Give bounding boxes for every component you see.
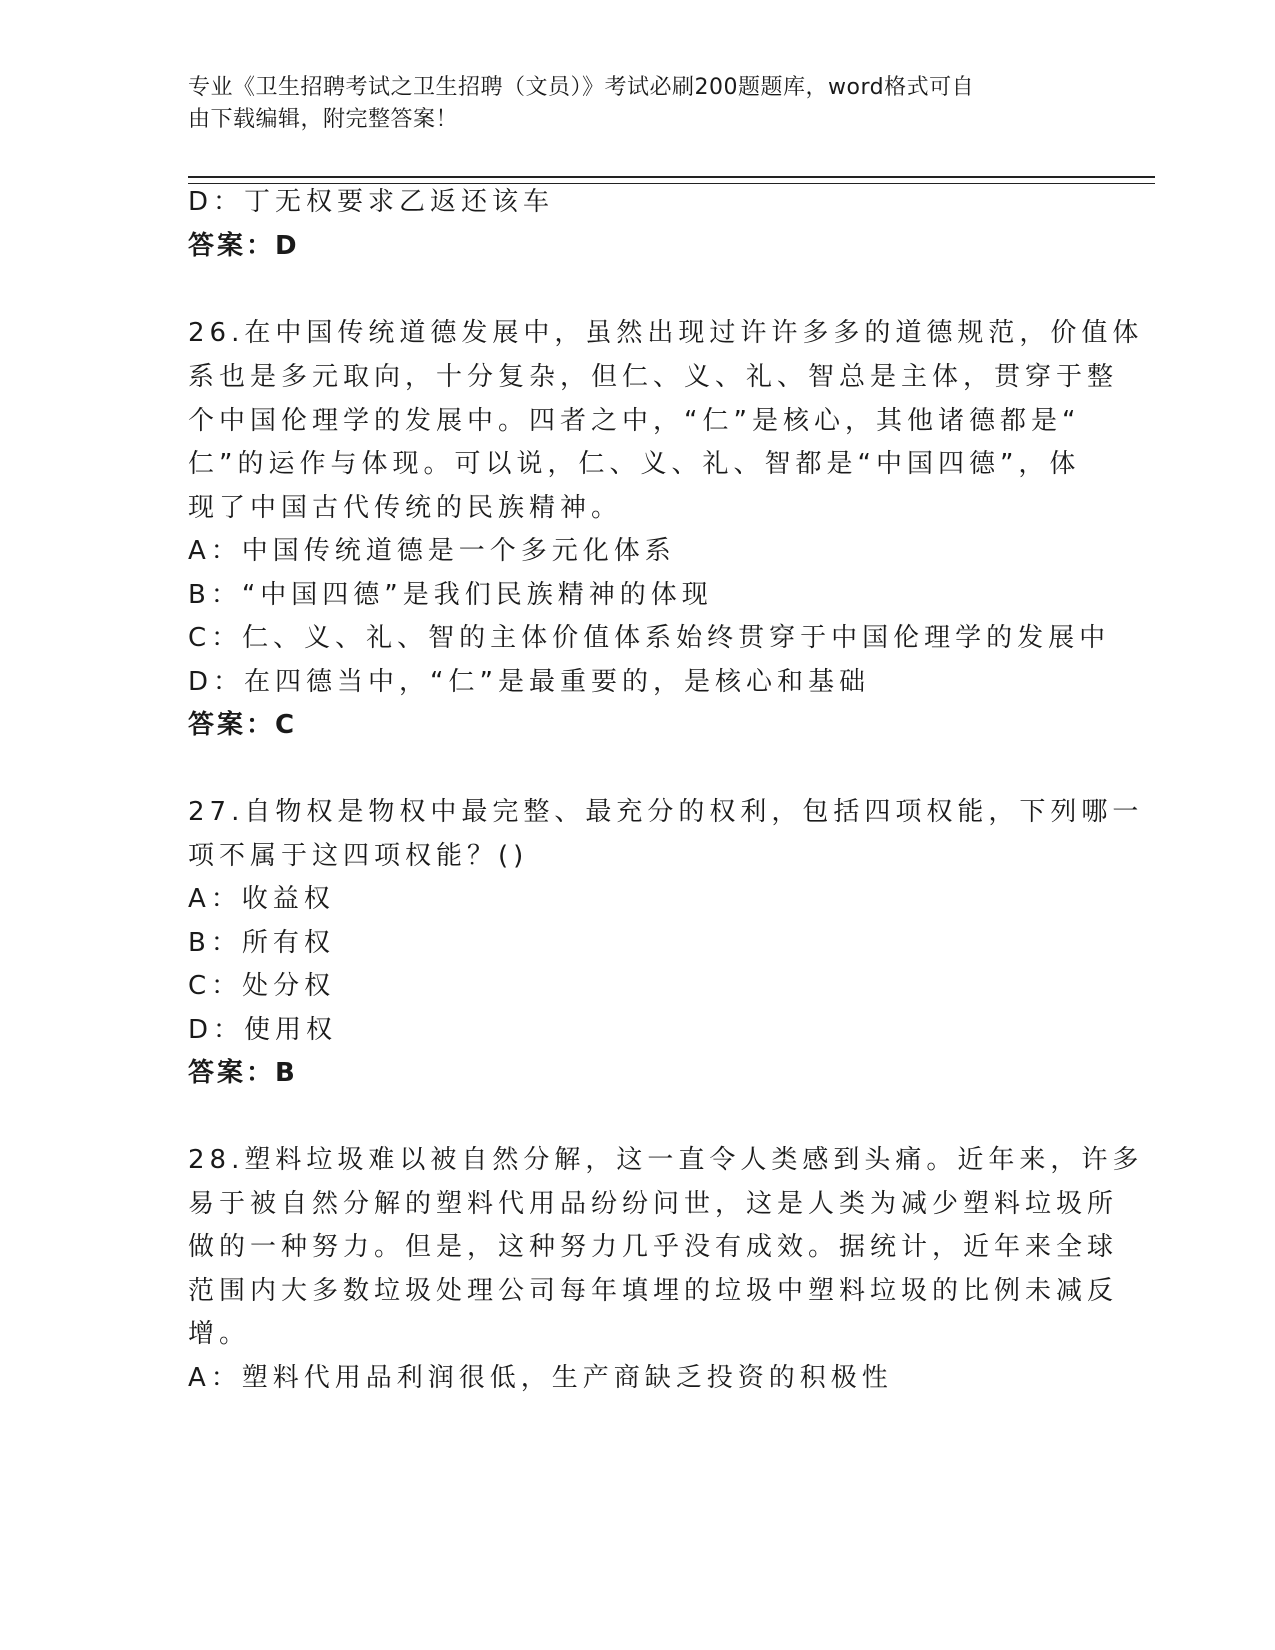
q26-stem-line: 仁”的运作与体现。可以说，仁、义、礼、智都是“中国四德”，体	[188, 449, 1081, 479]
q27-stem-line: 27.自物权是物权中最完整、最充分的权利，包括四项权能，下列哪一	[188, 797, 1144, 827]
q28-stem-line: 做的一种努力。但是，这种努力几乎没有成效。据统计，近年来全球	[188, 1232, 1119, 1262]
q27-answer: 答案：B	[188, 1058, 298, 1088]
header-line-1: 专业《卫生招聘考试之卫生招聘（文员）》考试必刷200题题库，word格式可自	[188, 75, 975, 100]
q27-stem-line: 项不属于这四项权能？()	[188, 841, 529, 871]
q27-option-b: B：所有权	[188, 928, 335, 958]
q28-option-a: A：塑料代用品利润很低，生产商缺乏投资的积极性	[188, 1363, 893, 1393]
q26-stem-line: 系也是多元取向，十分复杂，但仁、义、礼、智总是主体，贯穿于整	[188, 362, 1119, 392]
q26-option-c: C：仁、义、礼、智的主体价值体系始终贯穿于中国伦理学的发展中	[188, 623, 1111, 653]
q26-stem-line: 现了中国古代传统的民族精神。	[188, 493, 623, 523]
q28-stem-line: 范围内大多数垃圾处理公司每年填埋的垃圾中塑料垃圾的比例未减反	[188, 1276, 1119, 1306]
q26-option-a: A：中国传统道德是一个多元化体系	[188, 536, 676, 566]
q26-answer: 答案：C	[188, 710, 298, 740]
q26-option-b: B：“中国四德”是我们民族精神的体现	[188, 580, 713, 610]
q25-answer: 答案：D	[188, 231, 300, 261]
header-line-2: 由下载编辑，附完整答案！	[188, 107, 459, 132]
q25-option-d: D：丁无权要求乙返还该车	[188, 187, 555, 217]
q27-option-c: C：处分权	[188, 971, 336, 1001]
q28-stem-line: 易于被自然分解的塑料代用品纷纷问世，这是人类为减少塑料垃圾所	[188, 1189, 1119, 1219]
header-divider-thick	[188, 176, 1155, 178]
q27-option-a: A：收益权	[188, 884, 335, 914]
q28-stem-line: 28.塑料垃圾难以被自然分解，这一直令人类感到头痛。近年来，许多	[188, 1145, 1144, 1175]
q28-stem-line: 增。	[188, 1319, 251, 1349]
q26-stem-line: 26.在中国传统道德发展中，虽然出现过许许多多的道德规范，价值体	[188, 318, 1144, 348]
q26-option-d: D：在四德当中，“仁”是最重要的，是核心和基础	[188, 667, 870, 697]
header-divider-thin	[188, 183, 1155, 184]
q26-stem-line: 个中国伦理学的发展中。四者之中，“仁”是核心，其他诸德都是“	[188, 406, 1081, 436]
q27-option-d: D：使用权	[188, 1015, 338, 1045]
page-header	[188, 72, 1068, 136]
